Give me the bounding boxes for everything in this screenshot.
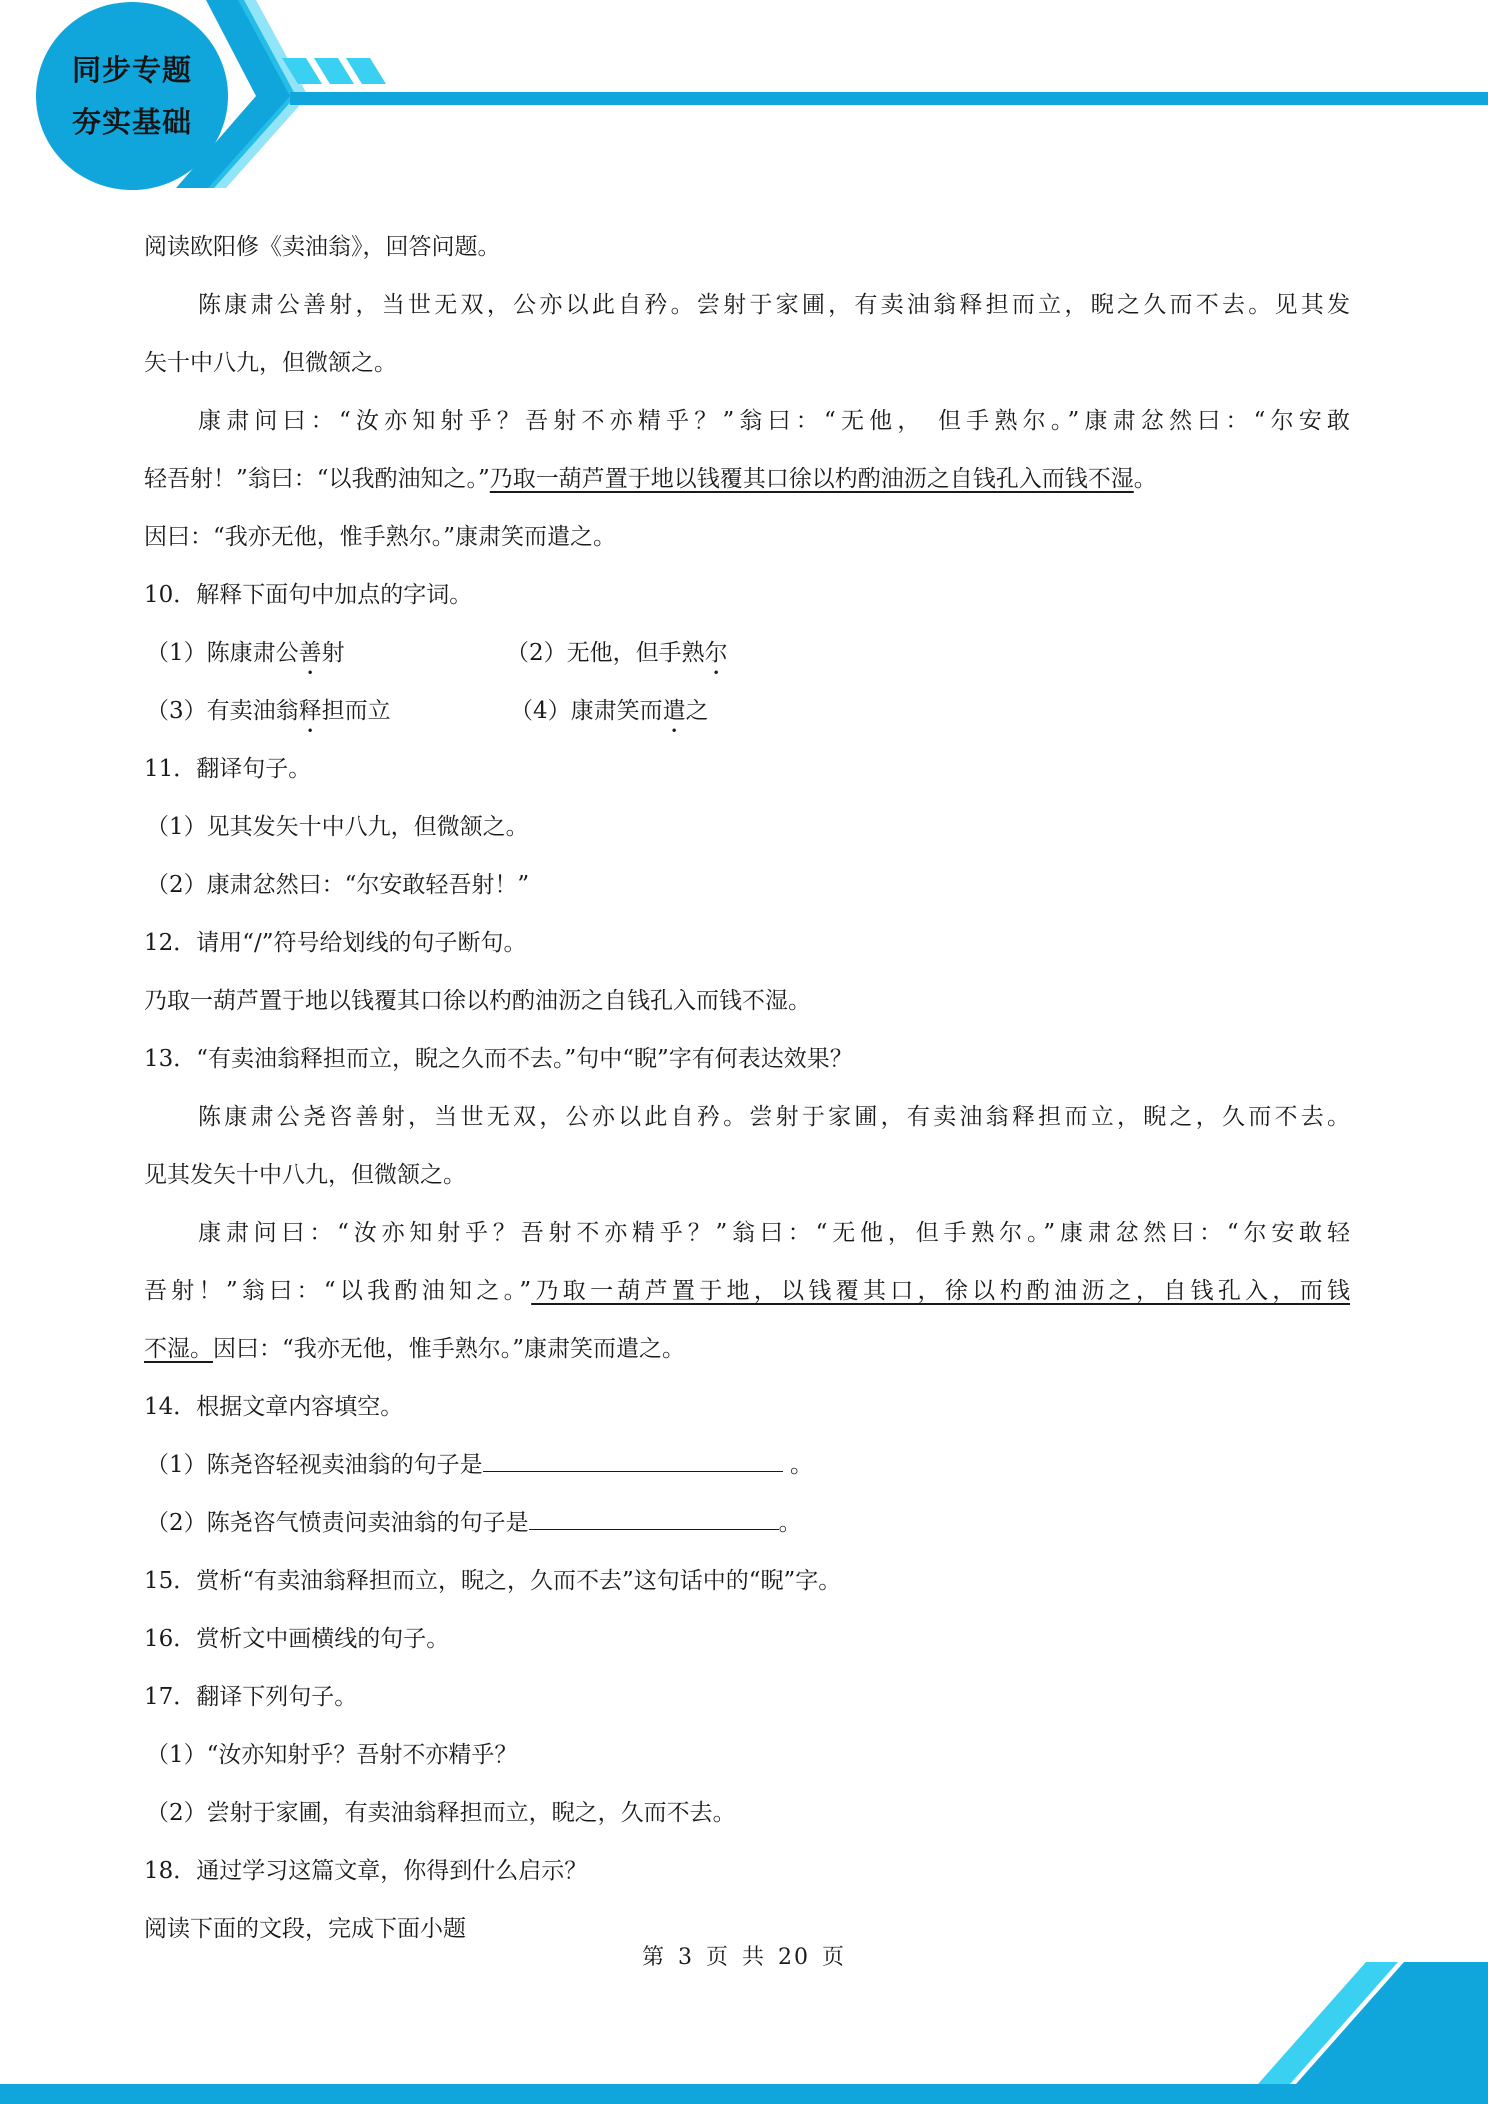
q17-option-2: （2）尝射于家圃，有卖油翁释担而立，睨之，久而不去。 bbox=[146, 1800, 736, 1826]
passage1-p2-line2-b: 。 bbox=[1133, 466, 1157, 492]
passage2-p1-line2: 见其发矢十中八九，但微颔之。 bbox=[144, 1162, 466, 1188]
q10-option-1 bbox=[146, 640, 345, 666]
footer-word-ye2: 页 bbox=[822, 1945, 847, 1970]
header-stripe-2 bbox=[314, 58, 354, 84]
q10-row1 bbox=[144, 624, 1350, 682]
q10-o1-a: （1）陈康肃公 bbox=[146, 640, 299, 666]
q10-o4-a: （4）康肃笑而 bbox=[510, 698, 663, 724]
q15-title: 15．赏析“有卖油翁释担而立，睨之，久而不去”这句话中的“睨”字。 bbox=[144, 1568, 842, 1594]
passage2-p1-line1: 陈康肃公尧咨善射，当世无双，公亦以此自矜。尝射于家圃，有卖油翁释担而立，睨之，久而不去。 bbox=[198, 1104, 1350, 1130]
q16-title: 16．赏析文中画横线的句子。 bbox=[144, 1626, 450, 1652]
passage1-intro: 阅读欧阳修《卖油翁》，回答问题。 bbox=[144, 234, 501, 260]
passage1-p1-line2: 矢十中八九，但微颔之。 bbox=[144, 350, 397, 376]
q11-title: 11．翻译句子。 bbox=[144, 756, 312, 782]
footer-word-di: 第 bbox=[641, 1945, 666, 1970]
footer-total-pages: 20 bbox=[778, 1945, 811, 1970]
q10-title: 10．解释下面句中加点的字词。 bbox=[144, 582, 473, 608]
passage2-p2-line2-a: 吾射！”翁曰：“以我酌油知之。” bbox=[144, 1278, 532, 1304]
passage1-p2-line2 bbox=[144, 450, 1350, 508]
passage2-p2-line3-b: 因曰：“我亦无他，惟手熟尔。”康肃笑而遣之。 bbox=[213, 1336, 686, 1362]
footer-word-gong: 共 bbox=[742, 1945, 767, 1970]
header-stripe-3 bbox=[346, 58, 386, 84]
q10-o3-dotted: 释 bbox=[298, 698, 322, 724]
footer-light-chevron bbox=[1258, 1962, 1398, 2084]
page-footer bbox=[0, 1940, 1488, 1971]
q18-title: 18．通过学习这篇文章，你得到什么启示？ bbox=[144, 1858, 588, 1884]
q14-blank-1[interactable] bbox=[483, 1447, 783, 1472]
bottom-bar bbox=[0, 2084, 1488, 2104]
q11-option-1: （1）见其发矢十中八九，但微颔之。 bbox=[146, 814, 529, 840]
q14-option-2 bbox=[144, 1494, 1350, 1552]
q12-title: 12．请用“/”符号给划线的句子断句。 bbox=[144, 930, 527, 956]
header-bar bbox=[290, 92, 1488, 105]
passage2-p2-line3 bbox=[144, 1320, 1350, 1378]
q14-o2-end: 。 bbox=[778, 1510, 802, 1536]
footer-word-ye: 页 bbox=[705, 1945, 730, 1970]
q14-title: 14．根据文章内容填空。 bbox=[144, 1394, 404, 1420]
q10-option-3 bbox=[146, 698, 391, 724]
badge-line1: 同步专题 bbox=[71, 53, 192, 87]
badge-line2: 夯实基础 bbox=[71, 105, 192, 139]
q10-o4-dotted: 遣 bbox=[662, 698, 686, 724]
q10-row2 bbox=[144, 682, 1350, 740]
q10-o3-b: 担而立 bbox=[321, 698, 391, 724]
section-badge bbox=[36, 2, 228, 190]
passage2-underlined-sentence-b: 不湿。 bbox=[144, 1336, 213, 1362]
q14-blank-2[interactable] bbox=[529, 1505, 779, 1530]
next-section-intro: 阅读下面的文段，完成下面小题 bbox=[144, 1916, 466, 1942]
q10-o2-dotted: 尔 bbox=[704, 640, 728, 666]
passage1-p1-line1: 陈康肃公善射，当世无双，公亦以此自矜。尝射于家圃，有卖油翁释担而立，睨之久而不去。见其发 bbox=[198, 292, 1350, 318]
q12-sentence: 乃取一葫芦置于地以钱覆其口徐以杓酌油沥之自钱孔入而钱不湿。 bbox=[144, 988, 811, 1014]
passage1-p2-line3: 因曰：“我亦无他，惟手熟尔。”康肃笑而遣之。 bbox=[144, 524, 617, 550]
q17-option-1: （1）“汝亦知射乎？吾射不亦精乎？ bbox=[146, 1742, 518, 1768]
q10-o3-a: （3）有卖油翁 bbox=[146, 698, 299, 724]
q14-o1-label: （1）陈尧咨轻视卖油翁的句子是 bbox=[146, 1452, 483, 1478]
q17-title: 17．翻译下列句子。 bbox=[144, 1684, 358, 1710]
q10-o2-a: （2）无他，但手熟 bbox=[506, 640, 705, 666]
q13-title: 13．“有卖油翁释担而立，睨之久而不去。”句中“睨”字有何表达效果？ bbox=[144, 1046, 853, 1072]
q14-option-1 bbox=[144, 1436, 1350, 1494]
footer-dark-block bbox=[1296, 1962, 1488, 2084]
passage1-p2-line1: 康肃问曰：“汝亦知射乎？吾射不亦精乎？”翁曰：“无他， 但手熟尔。”康肃忿然曰：“尔安敢 bbox=[198, 408, 1350, 434]
q14-o1-end: 。 bbox=[782, 1452, 813, 1478]
passage2-p2-line2 bbox=[144, 1262, 1350, 1320]
document-body bbox=[144, 218, 1350, 1958]
q10-option-2 bbox=[506, 624, 728, 682]
q11-option-2: （2）康肃忿然曰：“尔安敢轻吾射！” bbox=[146, 872, 530, 898]
passage1-p2-line2-a: 轻吾射！”翁曰：“以我酌油知之。” bbox=[144, 466, 490, 492]
q10-o4-b: 之 bbox=[685, 698, 709, 724]
q10-option-4 bbox=[510, 682, 709, 740]
footer-page-number: 3 bbox=[677, 1945, 694, 1970]
passage2-underlined-sentence-a: 乃取一葫芦置于地，以钱覆其口，徐以杓酌油沥之，自钱孔入，而钱 bbox=[531, 1278, 1351, 1304]
passage1-underlined-sentence: 乃取一葫芦置于地以钱覆其口徐以杓酌油沥之自钱孔入而钱不湿 bbox=[489, 466, 1134, 492]
passage2-p2-line1: 康肃问曰：“汝亦知射乎？吾射不亦精乎？”翁曰：“无他，但手熟尔。”康肃忿然曰：“尔安敢轻 bbox=[198, 1220, 1350, 1246]
q14-o2-label: （2）陈尧咨气愤责问卖油翁的句子是 bbox=[146, 1510, 529, 1536]
q10-o1-b: 射 bbox=[321, 640, 345, 666]
q10-o1-dotted: 善 bbox=[298, 640, 322, 666]
